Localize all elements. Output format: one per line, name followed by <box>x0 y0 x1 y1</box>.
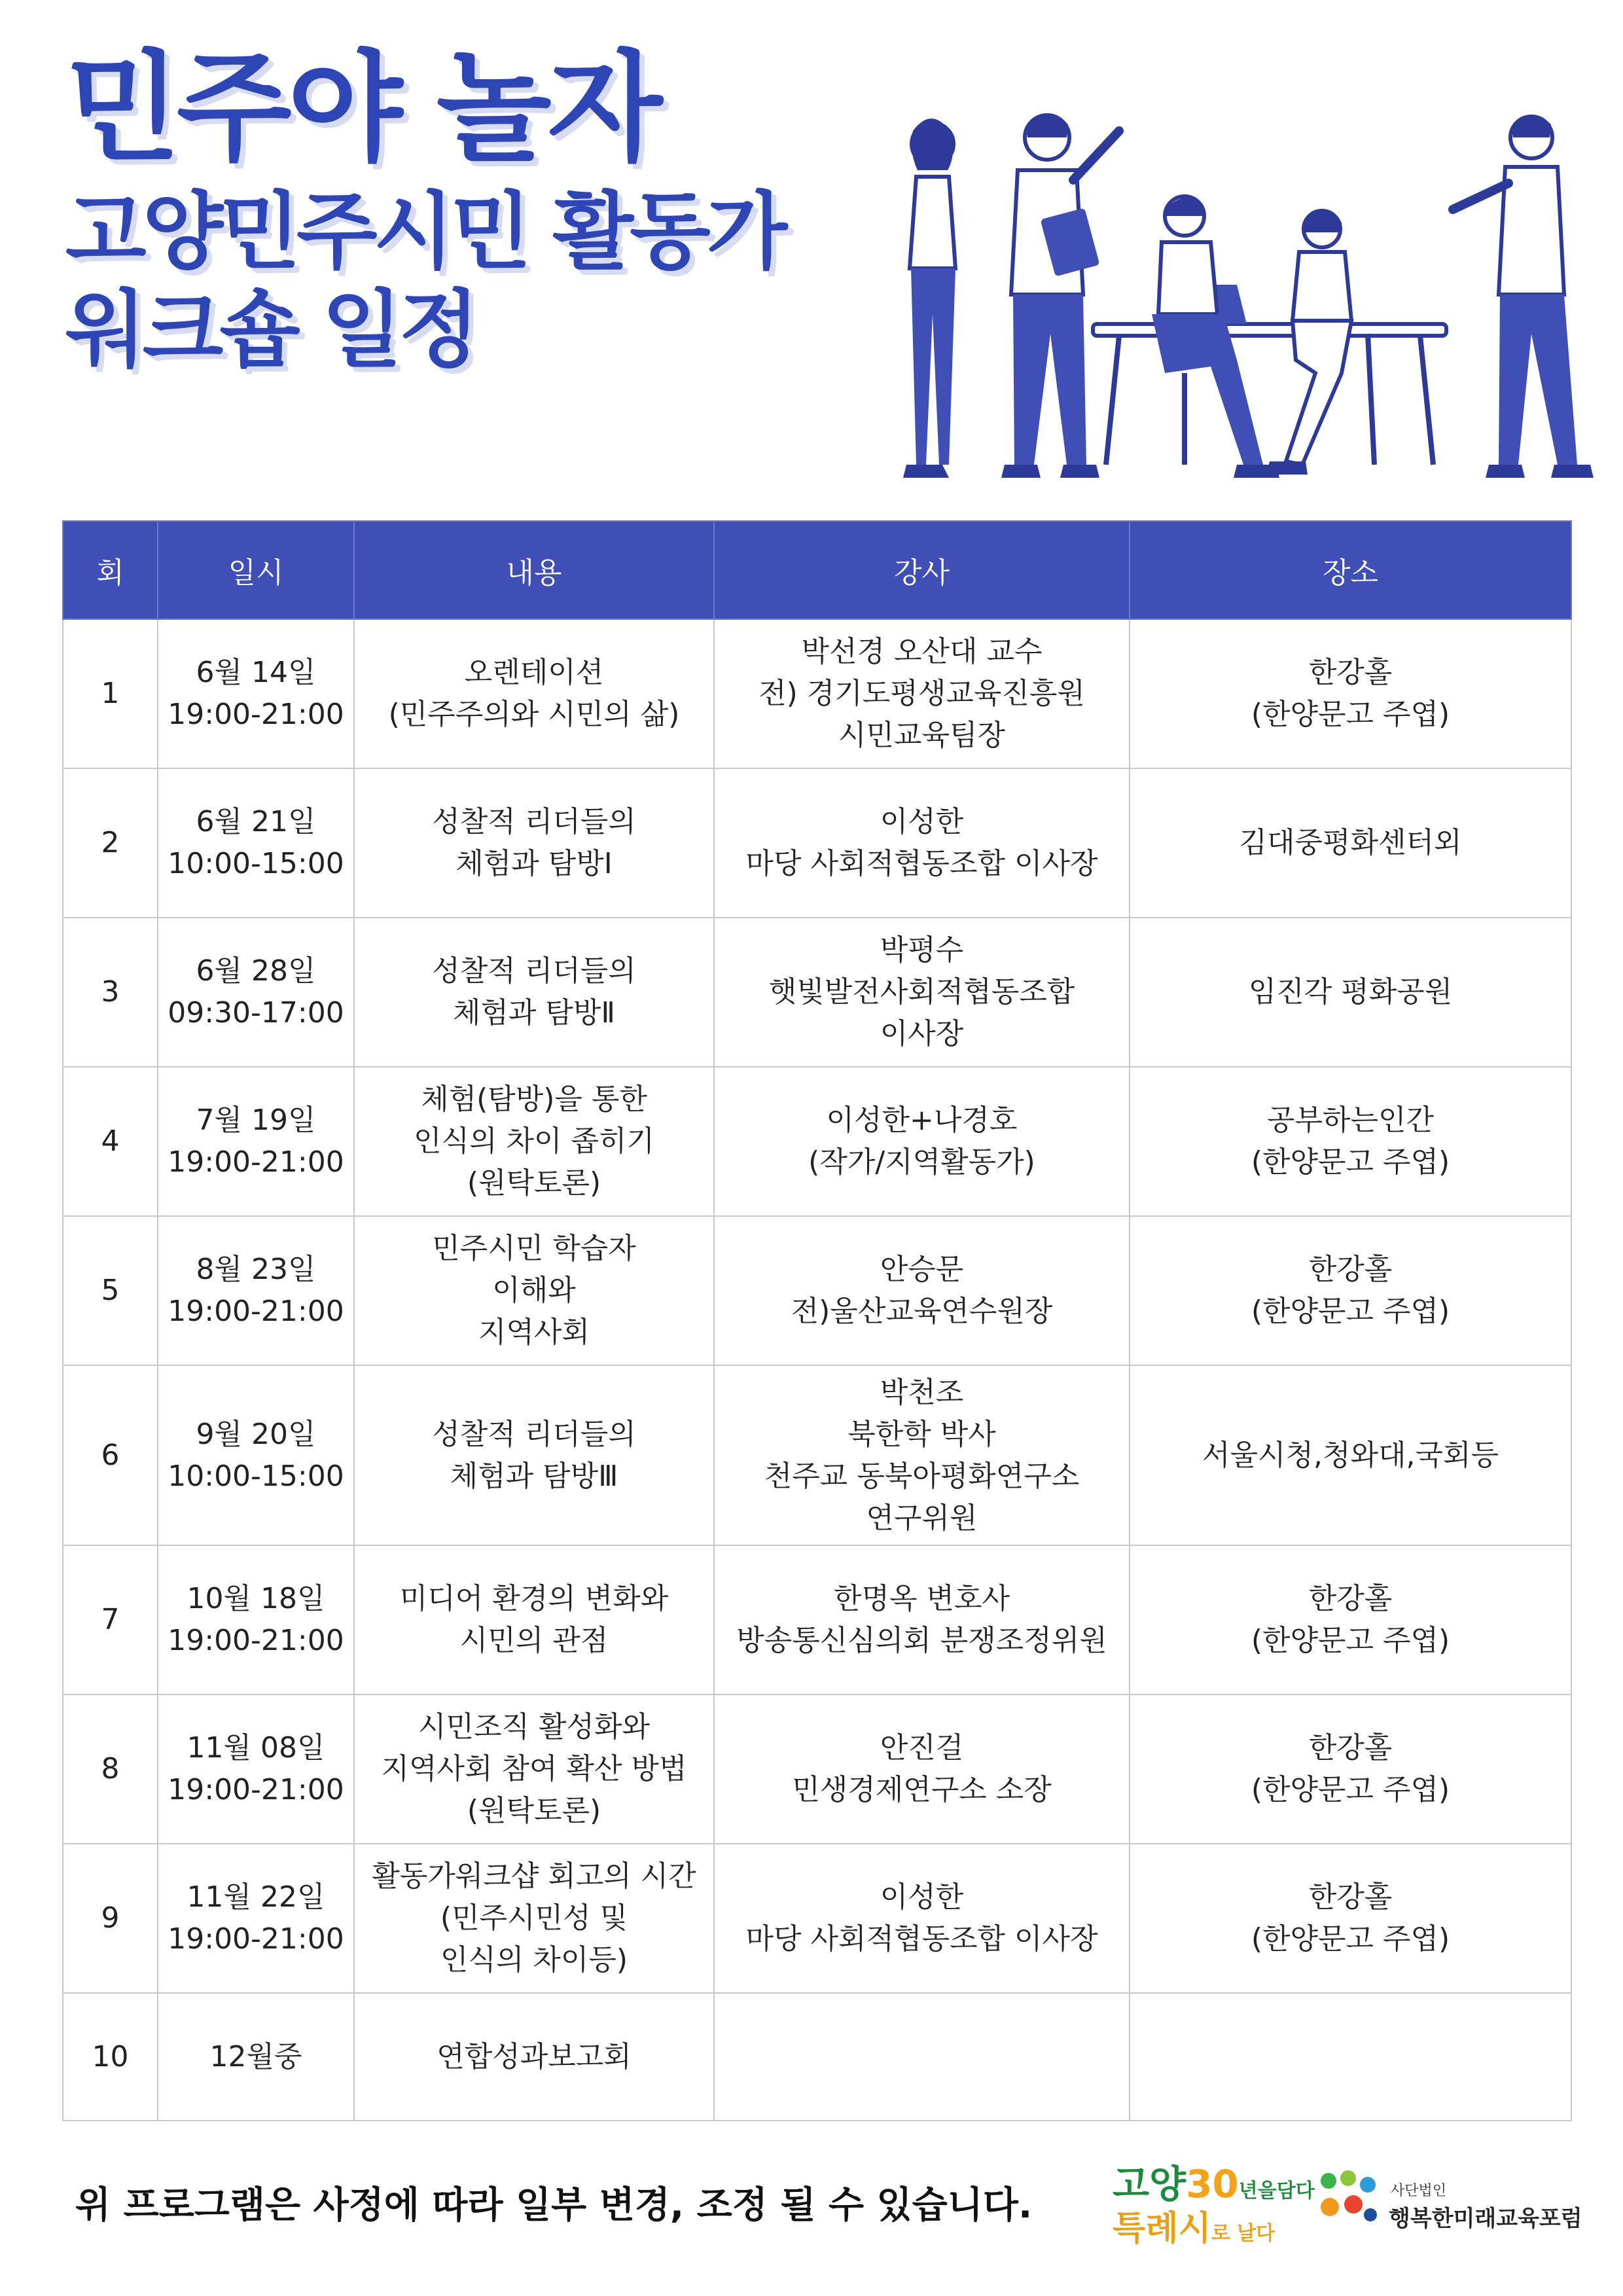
table-row <box>63 918 1571 1067</box>
forum-logo <box>1315 2166 1590 2245</box>
table-row <box>63 1067 1571 1216</box>
logo1-bottom <box>1113 2200 1275 2250</box>
cell-place: 한강홀 (한양문고 주엽) <box>1130 1216 1571 1365</box>
cell-no: 5 <box>63 1216 158 1365</box>
cell-no: 10 <box>63 1993 158 2121</box>
org-type: 사단법인 <box>1391 2183 1447 2199</box>
cell-place <box>1130 1993 1571 2121</box>
cell-date: 6월 28일 09:30-17:00 <box>158 918 354 1067</box>
dots-icon <box>1315 2166 1381 2232</box>
cell-place: 임진각 평화공원 <box>1130 918 1571 1067</box>
cell-content: 활동가워크샵 회고의 시간 (민주시민성 및 인식의 차이등) <box>354 1844 714 1993</box>
cell-no: 8 <box>63 1695 158 1844</box>
cell-lecturer: 박천조 북한학 박사 천주교 동북아평화연구소 연구위원 <box>714 1365 1130 1545</box>
cell-date: 8월 23일 19:00-21:00 <box>158 1216 354 1365</box>
cell-no: 7 <box>63 1545 158 1695</box>
cell-content: 시민조직 활성화와 지역사회 참여 확산 방법 (원탁토론) <box>354 1695 714 1844</box>
cell-place: 공부하는인간 (한양문고 주엽) <box>1130 1067 1571 1216</box>
header-no: 회 <box>63 521 158 619</box>
logo1-num: 30 <box>1186 2162 1239 2206</box>
cell-no: 9 <box>63 1844 158 1993</box>
people-meeting-illustration <box>870 98 1610 491</box>
cell-date: 11월 08일 19:00-21:00 <box>158 1695 354 1844</box>
title-block <box>65 39 783 380</box>
change-notice: 위 프로그램은 사정에 따라 일부 변경, 조정 될 수 있습니다. <box>75 2184 1033 2227</box>
cell-content: 성찰적 리더들의 체험과 탐방Ⅱ <box>354 918 714 1067</box>
cell-date: 6월 21일 10:00-15:00 <box>158 768 354 918</box>
cell-lecturer <box>714 1993 1130 2121</box>
goyang-30-logo <box>1113 2153 1315 2251</box>
cell-lecturer: 안승문 전)울산교육연수원장 <box>714 1216 1130 1365</box>
cell-content: 민주시민 학습자 이해와 지역사회 <box>354 1216 714 1365</box>
table-row <box>63 1216 1571 1365</box>
title-line-2: 고양민주시민 활동가 <box>65 183 784 281</box>
cell-place: 서울시청,청와대,국회등 <box>1130 1365 1571 1545</box>
org-name: 행복한미래교육포럼 <box>1389 2206 1582 2232</box>
table-row <box>63 1695 1571 1844</box>
cell-lecturer: 한명옥 변호사 방송통신심의회 분쟁조정위원 <box>714 1545 1130 1695</box>
title-line-3: 워크숍 일정 <box>65 281 476 379</box>
header-date: 일시 <box>158 521 354 619</box>
cell-place: 한강홀 (한양문고 주엽) <box>1130 619 1571 768</box>
cell-content: 성찰적 리더들의 체험과 탐방Ⅲ <box>354 1365 714 1545</box>
cell-content: 연합성과보고회 <box>354 1993 714 2121</box>
cell-place: 한강홀 (한양문고 주엽) <box>1130 1844 1571 1993</box>
header-lecturer: 강사 <box>714 521 1130 619</box>
cell-no: 6 <box>63 1365 158 1545</box>
table-row <box>63 619 1571 768</box>
table-row <box>63 1365 1571 1545</box>
schedule-table <box>62 520 1572 2121</box>
cell-place: 한강홀 (한양문고 주엽) <box>1130 1545 1571 1695</box>
logo1-top-text: 고양 <box>1113 2162 1186 2206</box>
logo1-bottom-text: 특례시 <box>1113 2209 1211 2248</box>
logo1-top-small: 년을담다 <box>1238 2179 1315 2202</box>
table-row <box>63 1844 1571 1993</box>
table-row <box>63 1993 1571 2121</box>
cell-no: 3 <box>63 918 158 1067</box>
cell-place: 한강홀 (한양문고 주엽) <box>1130 1695 1571 1844</box>
table-header-row <box>63 521 1571 619</box>
cell-date: 10월 18일 19:00-21:00 <box>158 1545 354 1695</box>
cell-no: 1 <box>63 619 158 768</box>
cell-lecturer: 박선경 오산대 교수 전) 경기도평생교육진흥원 시민교육팀장 <box>714 619 1130 768</box>
cell-lecturer: 안진걸 민생경제연구소 소장 <box>714 1695 1130 1844</box>
cell-lecturer: 박평수 햇빛발전사회적협동조합 이사장 <box>714 918 1130 1067</box>
cell-date: 9월 20일 10:00-15:00 <box>158 1365 354 1545</box>
cell-content: 오렌테이션 (민주주의와 시민의 삶) <box>354 619 714 768</box>
cell-no: 2 <box>63 768 158 918</box>
cell-content: 성찰적 리더들의 체험과 탐방Ⅰ <box>354 768 714 918</box>
cell-lecturer: 이성한 마당 사회적협동조합 이사장 <box>714 768 1130 918</box>
title-line-1: 민주야 놀자 <box>65 39 659 177</box>
header-place: 장소 <box>1130 521 1571 619</box>
cell-content: 체험(탐방)을 통한 인식의 차이 좁히기 (원탁토론) <box>354 1067 714 1216</box>
cell-lecturer: 이성한 마당 사회적협동조합 이사장 <box>714 1844 1130 1993</box>
table-row <box>63 768 1571 918</box>
cell-date: 12월중 <box>158 1993 354 2121</box>
cell-date: 6월 14일 19:00-21:00 <box>158 619 354 768</box>
cell-content: 미디어 환경의 변화와 시민의 관점 <box>354 1545 714 1695</box>
cell-date: 11월 22일 19:00-21:00 <box>158 1844 354 1993</box>
cell-no: 4 <box>63 1067 158 1216</box>
cell-lecturer: 이성한+나경호 (작가/지역활동가) <box>714 1067 1130 1216</box>
cell-place: 김대중평화센터외 <box>1130 768 1571 918</box>
header-content: 내용 <box>354 521 714 619</box>
cell-date: 7월 19일 19:00-21:00 <box>158 1067 354 1216</box>
logo1-bottom-small: 로 날다 <box>1211 2222 1275 2245</box>
table-row <box>63 1545 1571 1695</box>
